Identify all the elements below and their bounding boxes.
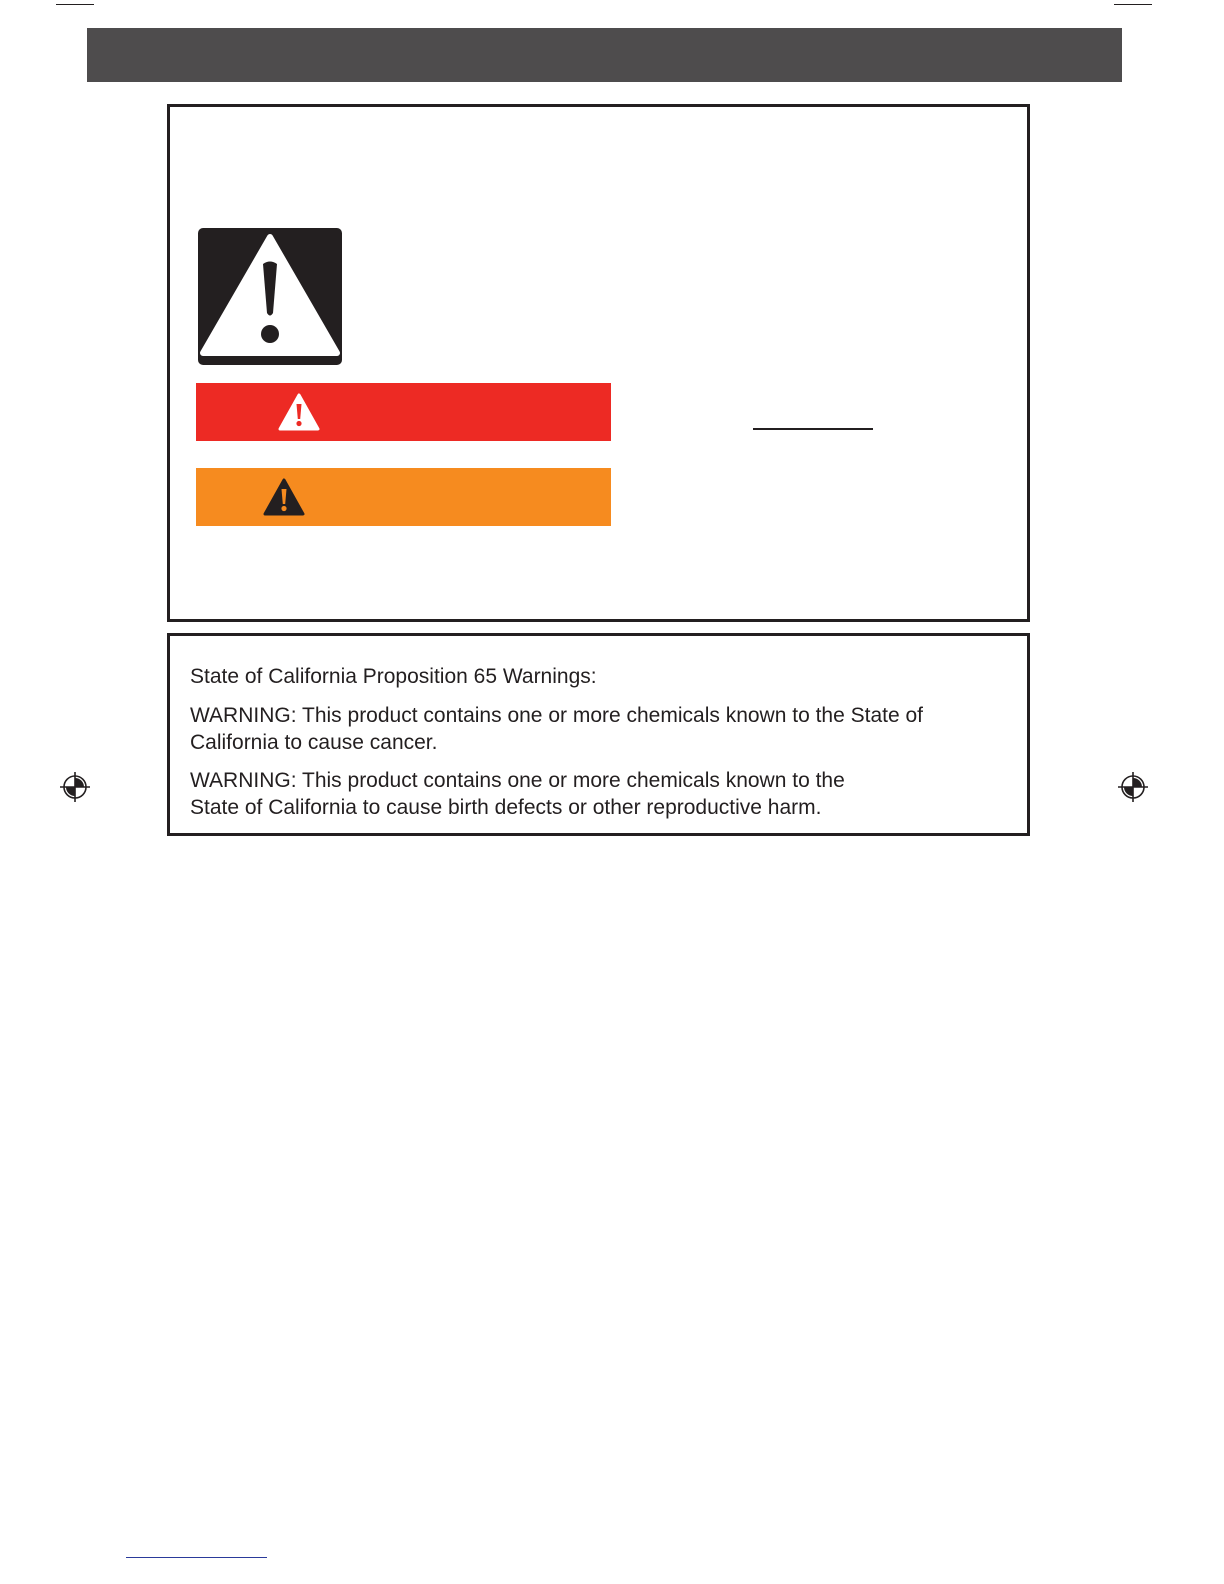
- warning-banner: [196, 468, 611, 526]
- warning-triangle-icon: [198, 228, 342, 365]
- prop65-cancer-warning: WARNING: This product contains one or more chemicals known to the State of California to cause cancer.: [190, 704, 923, 754]
- prop65-title: State of California Proposition 65 Warnings:: [190, 665, 597, 688]
- crop-mark-top-left: [56, 4, 94, 5]
- underline-rule: [753, 428, 873, 430]
- prop65-reproductive-line-2: State of California to cause birth defects or other reproductive harm.: [190, 796, 822, 819]
- prop65-reproductive-warning: [190, 767, 1010, 821]
- prop65-warning-box: [167, 633, 1030, 836]
- footer-rule: [126, 1557, 267, 1558]
- product-safety-box: [167, 104, 1030, 622]
- registration-mark-icon: [1117, 771, 1149, 803]
- danger-banner: [196, 383, 611, 441]
- section-header-bar: [87, 28, 1122, 82]
- crop-mark-top-right: [1114, 4, 1152, 5]
- warning-triangle-small-icon: [263, 477, 305, 517]
- registration-mark-icon: [59, 771, 91, 803]
- prop65-text: [190, 663, 1010, 832]
- prop65-reproductive-line-1: WARNING: This product contains one or more chemicals known to the: [190, 769, 845, 792]
- danger-triangle-icon: [278, 392, 320, 432]
